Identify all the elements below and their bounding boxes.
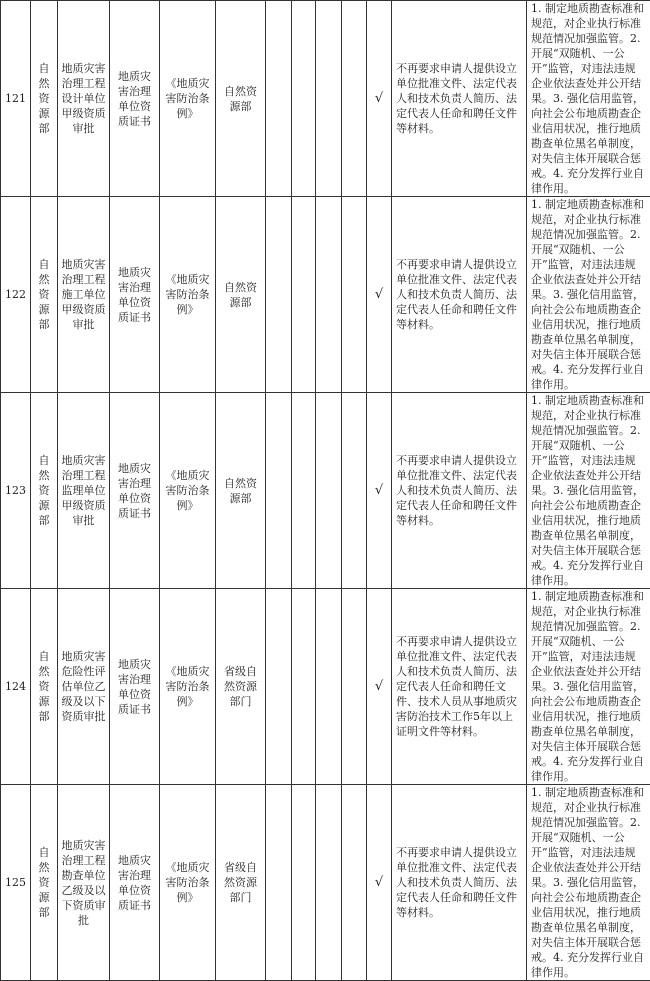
certificate-cell: 地质灾害治理单位资质证书	[110, 393, 160, 589]
empty-cell	[316, 393, 342, 589]
table-row	[1, 589, 650, 785]
row-number: 124	[1, 589, 31, 785]
department-cell: 自然资源部	[31, 785, 58, 981]
department-cell: 自然资源部	[31, 1, 58, 197]
supervision-measures-cell: 1. 制定地质勘查标准和规范，对企业执行标准规范情况加强监管。2. 开展“双随机、一公开”监管，对违法违规企业依法查处并公开结果。3. 强化信用监管，向社会公布地质勘查企业信用状况，推行地质勘查单位黑名单制度，对失信主体开展联合惩戒。4. 充分发挥行业自律作用。	[527, 1, 650, 197]
materials-cell: 不再要求申请人提供设立单位批准文件、法定代表人和技术负责人简历、法定代表人任命和聘任文件、技术人员从事地质灾害防治技术工作5年以上证明文件等材料。	[392, 589, 527, 785]
legal-basis-cell: 《地质灾害防治条例》	[160, 589, 216, 785]
item-name-cell: 地质灾害治理工程设计单位甲级资质审批	[58, 1, 110, 197]
empty-cell	[342, 1, 367, 197]
empty-cell	[292, 393, 316, 589]
legal-basis-cell: 《地质灾害防治条例》	[160, 785, 216, 981]
materials-cell: 不再要求申请人提供设立单位批准文件、法定代表人和技术负责人简历、法定代表人任命和聘任文件等材料。	[392, 785, 527, 981]
item-name-cell: 地质灾害治理工程监理单位甲级资质审批	[58, 393, 110, 589]
legal-basis-cell: 《地质灾害防治条例》	[160, 197, 216, 393]
approval-authority-cell: 省级自然资源部门	[216, 785, 266, 981]
empty-cell	[266, 785, 292, 981]
item-name-cell: 地质灾害危险性评估单位乙级及以下资质审批	[58, 589, 110, 785]
materials-cell: 不再要求申请人提供设立单位批准文件、法定代表人和技术负责人简历、法定代表人任命和聘任文件等材料。	[392, 197, 527, 393]
table-row	[1, 393, 650, 589]
table-row	[1, 197, 650, 393]
certificate-cell: 地质灾害治理单位资质证书	[110, 589, 160, 785]
empty-cell	[266, 197, 292, 393]
certificate-cell: 地质灾害治理单位资质证书	[110, 1, 160, 197]
department-cell: 自然资源部	[31, 393, 58, 589]
row-number: 122	[1, 197, 31, 393]
check-mark-cell: √	[367, 393, 392, 589]
empty-cell	[316, 197, 342, 393]
table-row	[1, 785, 650, 981]
legal-basis-cell: 《地质灾害防治条例》	[160, 1, 216, 197]
item-name-cell: 地质灾害治理工程勘查单位乙级及以下资质审批	[58, 785, 110, 981]
empty-cell	[292, 1, 316, 197]
department-cell: 自然资源部	[31, 589, 58, 785]
supervision-measures-cell: 1. 制定地质勘查标准和规范，对企业执行标准规范情况加强监管。2. 开展“双随机、一公开”监管，对违法违规企业依法查处并公开结果。3. 强化信用监管，向社会公布地质勘查企业信用状况，推行地质勘查单位黑名单制度，对失信主体开展联合惩戒。4. 充分发挥行业自律作用。	[527, 197, 650, 393]
check-mark-cell: √	[367, 197, 392, 393]
empty-cell	[266, 393, 292, 589]
materials-cell: 不再要求申请人提供设立单位批准文件、法定代表人和技术负责人简历、法定代表人任命和聘任文件等材料。	[392, 393, 527, 589]
empty-cell	[266, 589, 292, 785]
row-number: 121	[1, 1, 31, 197]
certificate-cell: 地质灾害治理单位资质证书	[110, 197, 160, 393]
check-mark-cell: √	[367, 785, 392, 981]
legal-basis-cell: 《地质灾害防治条例》	[160, 393, 216, 589]
check-mark-cell: √	[367, 589, 392, 785]
row-number: 125	[1, 785, 31, 981]
empty-cell	[266, 1, 292, 197]
supervision-measures-cell: 1. 制定地质勘查标准和规范，对企业执行标准规范情况加强监管。2. 开展“双随机、一公开”监管，对违法违规企业依法查处并公开结果。3. 强化信用监管，向社会公布地质勘查企业信用状况，推行地质勘查单位黑名单制度，对失信主体开展联合惩戒。4. 充分发挥行业自律作用。	[527, 589, 650, 785]
approval-authority-cell: 自然资源部	[216, 1, 266, 197]
approval-authority-cell: 自然资源部	[216, 393, 266, 589]
empty-cell	[292, 589, 316, 785]
item-name-cell: 地质灾害治理工程施工单位甲级资质审批	[58, 197, 110, 393]
empty-cell	[342, 393, 367, 589]
department-cell: 自然资源部	[31, 197, 58, 393]
empty-cell	[316, 1, 342, 197]
empty-cell	[316, 785, 342, 981]
empty-cell	[342, 785, 367, 981]
supervision-measures-cell: 1. 制定地质勘查标准和规范，对企业执行标准规范情况加强监管。2. 开展“双随机、一公开”监管，对违法违规企业依法查处并公开结果。3. 强化信用监管，向社会公布地质勘查企业信用状况，推行地质勘查单位黑名单制度，对失信主体开展联合惩戒。4. 充分发挥行业自律作用。	[527, 785, 650, 981]
materials-cell: 不再要求申请人提供设立单位批准文件、法定代表人和技术负责人简历、法定代表人任命和聘任文件等材料。	[392, 1, 527, 197]
empty-cell	[342, 589, 367, 785]
row-number: 123	[1, 393, 31, 589]
empty-cell	[292, 197, 316, 393]
empty-cell	[316, 589, 342, 785]
approval-authority-cell: 自然资源部	[216, 197, 266, 393]
certificate-cell: 地质灾害治理单位资质证书	[110, 785, 160, 981]
table-row	[1, 1, 650, 197]
approval-authority-cell: 省级自然资源部门	[216, 589, 266, 785]
empty-cell	[292, 785, 316, 981]
supervision-measures-cell: 1. 制定地质勘查标准和规范，对企业执行标准规范情况加强监管。2. 开展“双随机、一公开”监管，对违法违规企业依法查处并公开结果。3. 强化信用监管，向社会公布地质勘查企业信用状况，推行地质勘查单位黑名单制度，对失信主体开展联合惩戒。4. 充分发挥行业自律作用。	[527, 393, 650, 589]
check-mark-cell: √	[367, 1, 392, 197]
empty-cell	[342, 197, 367, 393]
